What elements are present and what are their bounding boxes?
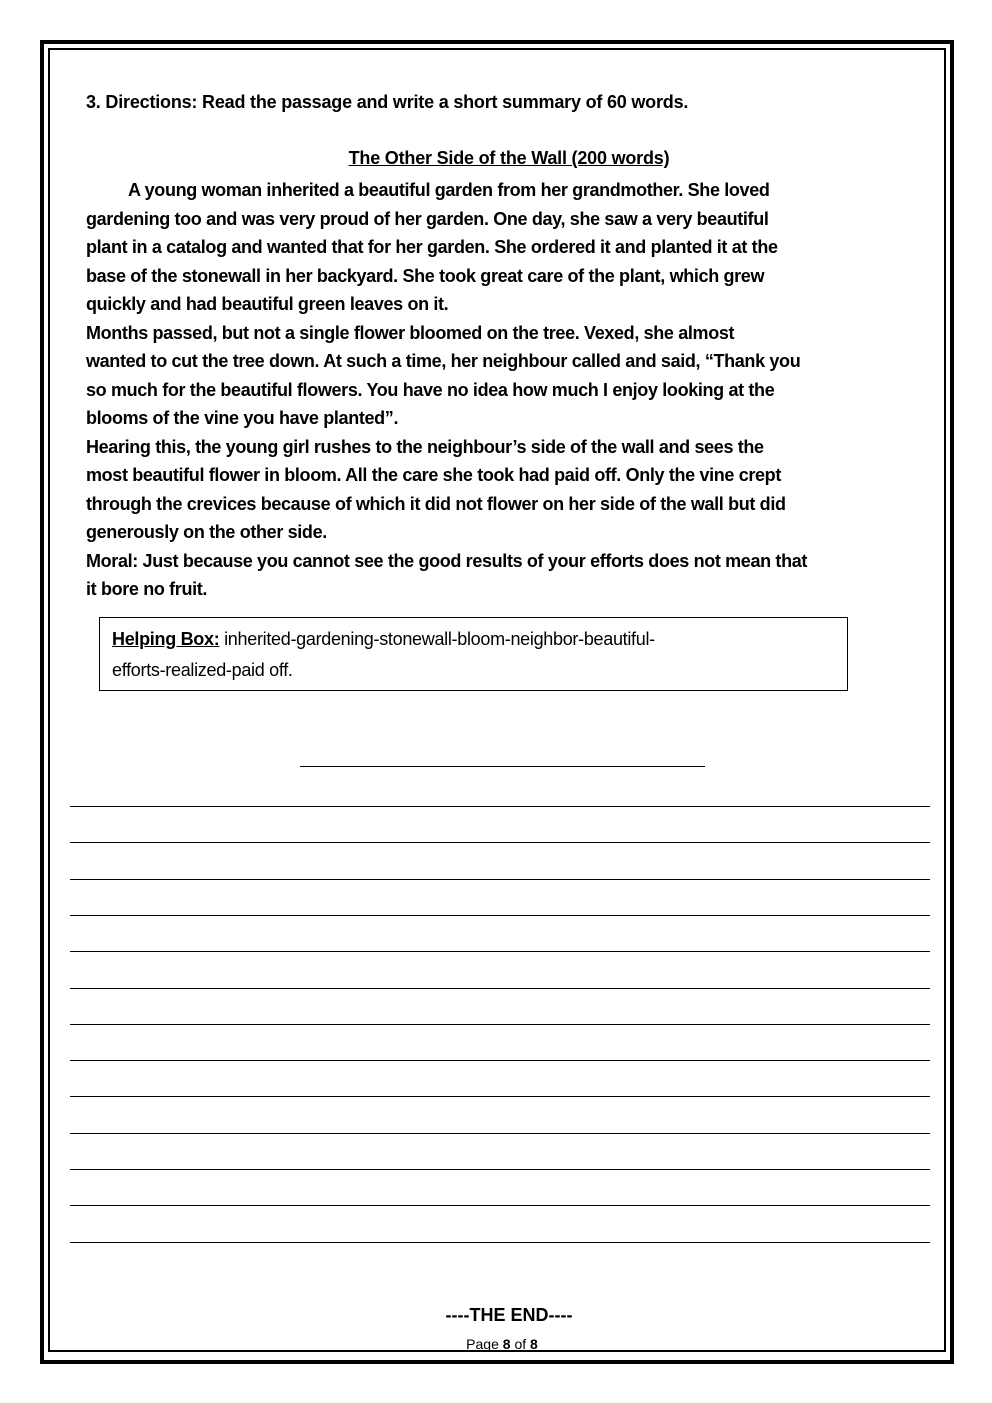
passage-line: through the crevices because of which it did not flower on her side of the wall but did — [86, 493, 786, 514]
passage-line: Moral: Just because you cannot see the good results of your efforts does not mean that — [86, 550, 808, 571]
summary-title-line[interactable] — [300, 766, 705, 767]
page-prefix: Page — [466, 1336, 503, 1352]
passage-line: quickly and had beautiful green leaves on it. — [86, 294, 449, 314]
passage-line: base of the stonewall in her backyard. She took great care of the plant, which grew — [86, 265, 765, 286]
passage-line: plant in a catalog and wanted that for her garden. She ordered it and planted it at the — [86, 237, 778, 257]
passage-title: The Other Side of the Wall (200 words) — [348, 148, 670, 168]
passage-line: Months passed, but not a single flower bloomed on the tree. Vexed, she almost — [86, 322, 735, 343]
writing-line[interactable] — [70, 988, 930, 989]
passage-line: Hearing this, the young girl rushes to the neighbour’s side of the wall and sees the — [86, 436, 764, 457]
passage-line: gardening too and was very proud of her garden. One day, she saw a very beautiful — [86, 208, 769, 229]
page-of: of — [510, 1336, 531, 1352]
passage-line: A young woman inherited a beautiful garden from her grandmother. She loved — [128, 180, 770, 200]
passage-line: generously on the other side. — [86, 522, 327, 542]
passage-body — [86, 176, 946, 604]
helping-box-label: Helping Box: — [112, 629, 220, 649]
helping-box — [99, 617, 848, 691]
helping-box-words: inherited-gardening-stonewall-bloom-neighbor-beautiful- — [219, 629, 655, 649]
passage-line: blooms of the vine you have planted”. — [86, 408, 399, 428]
writing-line[interactable] — [70, 1024, 930, 1025]
helping-box-words-cont: efforts-realized-paid off. — [112, 660, 293, 680]
writing-line[interactable] — [70, 1060, 930, 1061]
writing-line[interactable] — [70, 842, 930, 843]
page-current: 8 — [502, 1336, 511, 1352]
writing-line[interactable] — [70, 1242, 930, 1243]
writing-line[interactable] — [70, 806, 930, 807]
page-number — [0, 1336, 992, 1352]
writing-line[interactable] — [70, 1205, 930, 1206]
passage-line: most beautiful flower in bloom. All the care she took had paid off. Only the vine crept — [86, 465, 781, 485]
passage-line: wanted to cut the tree down. At such a time, her neighbour called and said, “Thank you — [86, 351, 801, 371]
writing-line[interactable] — [70, 1133, 930, 1134]
passage-line: so much for the beautiful flowers. You have no idea how much I enjoy looking at the — [86, 379, 775, 400]
writing-line[interactable] — [70, 1169, 930, 1170]
writing-line[interactable] — [70, 951, 930, 952]
page-total: 8 — [530, 1336, 538, 1352]
writing-line[interactable] — [70, 879, 930, 880]
writing-line[interactable] — [70, 915, 930, 916]
passage-line: it bore no fruit. — [86, 579, 208, 599]
writing-line[interactable] — [70, 1096, 930, 1097]
question-directions: 3. Directions: Read the passage and write a short summary of 60 words. — [86, 92, 689, 112]
the-end: ----THE END---- — [445, 1305, 573, 1325]
